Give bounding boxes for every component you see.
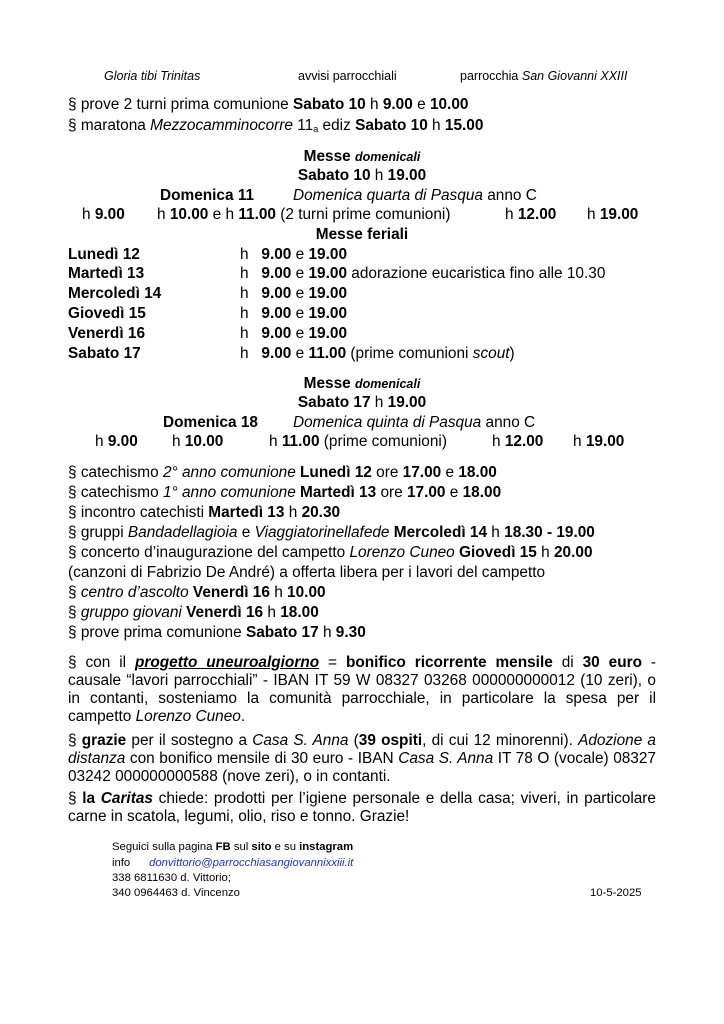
text: e <box>291 285 309 302</box>
day: Venerdì 16 <box>68 325 145 342</box>
text: h <box>505 206 518 223</box>
sunday-day-2 <box>163 414 258 432</box>
sunday2-time-5 <box>573 433 624 451</box>
notice-youth-group <box>68 604 319 622</box>
heading: Messe <box>303 148 356 165</box>
text: con bonifico mensile di 30 euro - IBAN <box>125 750 399 767</box>
notice-catechism-1 <box>68 484 501 502</box>
text: e <box>412 96 430 113</box>
text: (prime comunioni) <box>319 433 447 450</box>
email-link[interactable]: donvittorio@parrocchiasangiovannixxiii.it <box>149 857 354 869</box>
text: h <box>82 206 95 223</box>
weekday-row-day <box>68 285 161 303</box>
time: 19.00 <box>308 305 347 322</box>
sunday-masses-title <box>0 148 724 166</box>
text: 11 <box>292 117 314 134</box>
text: e su <box>271 841 300 853</box>
text: ) <box>509 345 515 362</box>
text: h <box>370 394 388 411</box>
text: . <box>240 708 246 725</box>
header-right <box>460 69 627 83</box>
notice-groups <box>68 524 595 542</box>
time: 17.00 <box>406 484 446 501</box>
liturgy-title: Domenica quinta di Pasqua <box>293 414 482 431</box>
saturday-vigil-mass-2 <box>0 394 724 412</box>
instagram-link[interactable]: instagram <box>299 841 354 853</box>
time: 20.00 <box>554 544 593 561</box>
text: h <box>269 584 288 601</box>
text: h <box>587 206 600 223</box>
text: sul <box>230 841 252 853</box>
weekday-row-times <box>240 265 605 283</box>
text: info <box>112 857 131 869</box>
text: h <box>536 544 554 561</box>
text: § catechismo <box>68 484 163 501</box>
time: 11.00 <box>281 433 320 450</box>
text: h <box>172 433 185 450</box>
heading: Messe <box>303 375 356 392</box>
heading-italic: domenicali <box>355 150 421 164</box>
day: Sabato 10 <box>355 117 428 134</box>
text: e <box>291 345 309 362</box>
header-parish-label: parrocchia <box>460 69 519 83</box>
sunday-time-4 <box>587 206 638 224</box>
text: IT 78 O (vocale) 08327 03242 000000000588 (nove zeri), o in contanti. <box>68 750 656 785</box>
amount: 30 euro <box>582 654 642 671</box>
sunday2-time-2 <box>172 433 223 451</box>
text-italic: 2° anno comunione <box>162 464 296 481</box>
time: 19.00 <box>308 246 347 263</box>
text: adorazione eucaristica fino alle 10.30 <box>347 265 606 282</box>
day: Domenica 11 <box>160 187 255 204</box>
casa-sant-anna-paragraph <box>68 732 656 786</box>
text: h <box>240 305 249 322</box>
day: Giovedì 15 <box>68 305 146 322</box>
text: e <box>291 246 309 263</box>
time: 19.00 <box>387 394 427 411</box>
day: Martedì 13 <box>208 504 285 521</box>
text: e <box>291 325 309 342</box>
footer-phone-1: 338 6811630 d. Vittorio; <box>112 872 231 884</box>
text: h <box>573 433 586 450</box>
time: 9.00 <box>261 305 292 322</box>
text: anno C <box>481 414 536 431</box>
header-left <box>104 69 200 83</box>
day: Giovedì 15 <box>459 544 537 561</box>
text-italic: Adozione a distanza <box>68 732 656 767</box>
text: (prime comunioni <box>346 345 473 362</box>
time: 9.00 <box>261 325 292 342</box>
text: § <box>68 604 81 621</box>
weekday-row-times <box>240 325 347 343</box>
text-italic: Bandadellagioia <box>127 524 238 541</box>
time: 19.00 <box>585 433 625 450</box>
time: 9.00 <box>261 265 292 282</box>
text: ore <box>376 484 407 501</box>
site-link[interactable]: sito <box>251 841 272 853</box>
notice-catechism-2 <box>68 464 497 482</box>
time: 15.00 <box>444 117 484 134</box>
day: Sabato 10 <box>297 167 371 184</box>
heading: Messe feriali <box>315 226 409 243</box>
sunday-masses-title-2 <box>0 375 724 393</box>
day: Martedì 13 <box>68 265 145 282</box>
time: 19.00 <box>387 167 427 184</box>
text-bold: bonifico ricorrente mensile <box>345 654 553 671</box>
weekday-row-day <box>68 325 145 343</box>
text: ediz <box>318 117 356 134</box>
text: § maratona <box>68 117 151 134</box>
day: Lunedì 12 <box>68 246 140 263</box>
notice-concert-detail: (canzoni di Fabrizio De André) a offerta libera per i lavori del campetto <box>68 564 546 581</box>
text: h <box>370 167 388 184</box>
day: Sabato 17 <box>245 624 319 641</box>
text-italic: Lorenzo Cuneo <box>135 708 241 725</box>
weekday-row-day <box>68 246 140 264</box>
text-italic: scout <box>472 345 510 362</box>
text: § <box>68 732 82 749</box>
day: Mercoledì 14 <box>393 524 488 541</box>
sunday2-time-3 <box>269 433 447 451</box>
text-italic: gruppo giovani <box>80 604 182 621</box>
weekday-row-times <box>240 305 347 323</box>
time: 9.00 <box>261 285 292 302</box>
text: - causale “lavori parrocchiali” - IBAN IT 59 W 08327 03268 000000000012 (10 zeri), o in contanti, sosteniamo la comunità parrocchiale, in particolare la spesa per il campetto <box>68 654 657 725</box>
caritas-paragraph <box>68 790 656 826</box>
text: e <box>291 265 309 282</box>
day: Martedì 13 <box>300 484 377 501</box>
text: anno C <box>482 187 537 204</box>
ordinal-suffix: a <box>313 124 319 134</box>
weekday-row-times <box>240 285 347 303</box>
text: e <box>291 305 309 322</box>
text: di <box>552 654 583 671</box>
time: 10.00 <box>429 96 469 113</box>
footer-info <box>112 857 353 870</box>
text: e <box>237 524 255 541</box>
time: 9.00 <box>382 96 413 113</box>
text-italic: Casa S. Anna <box>398 750 494 767</box>
day: Sabato 10 <box>293 96 366 113</box>
notice-concert <box>68 544 593 562</box>
sunday-time-1 <box>82 206 125 224</box>
text: § con il <box>68 654 135 671</box>
text: e h <box>208 206 239 223</box>
time: 12.00 <box>517 206 557 223</box>
time: 9.00 <box>261 246 292 263</box>
day: Domenica 18 <box>163 414 258 431</box>
liturgy-title: Domenica quarta di Pasqua <box>293 187 483 204</box>
time: 11.00 <box>238 206 276 223</box>
weekday-row-day <box>68 305 146 323</box>
sunday-day <box>160 187 254 205</box>
text-bold: 39 ospiti <box>358 732 423 749</box>
day: Venerdì 16 <box>192 584 270 601</box>
facebook-link[interactable]: FB <box>215 841 231 853</box>
weekday-row-times <box>240 246 347 264</box>
sunday-liturgy-2 <box>293 414 535 432</box>
text: h <box>240 345 249 362</box>
time: 19.00 <box>308 285 347 302</box>
text: § prove 2 turni prima comunione <box>68 96 293 113</box>
text: e <box>445 484 463 501</box>
text: per il sostegno a <box>126 732 253 749</box>
time: 18.00 <box>458 464 497 481</box>
text: h <box>487 524 505 541</box>
text: § <box>68 790 83 807</box>
sunday-time-2 <box>157 206 450 224</box>
text: § incontro catechisti <box>68 504 209 521</box>
sunday-time-3 <box>505 206 556 224</box>
time: 19.00 <box>599 206 639 223</box>
text-italic: centro d’ascolto <box>80 584 189 601</box>
notice-marathon <box>68 117 483 138</box>
header-motto: Gloria tibi Trinitas <box>104 69 201 83</box>
time: 10.00 <box>184 433 224 450</box>
sunday2-time-4 <box>492 433 543 451</box>
text: h <box>365 96 383 113</box>
time: 10.00 <box>287 584 326 601</box>
text-italic: 1° anno comunione <box>162 484 296 501</box>
text-italic: Casa S. Anna <box>252 732 349 749</box>
time: 9.00 <box>261 345 292 362</box>
day: Sabato 17 <box>68 345 141 362</box>
time: 18.30 - 19.00 <box>504 524 595 541</box>
day: Mercoledì 14 <box>68 285 162 302</box>
text: § catechismo <box>68 464 163 481</box>
weekday-row-day <box>68 265 144 283</box>
notice-first-communion-rehearsal <box>68 96 468 114</box>
text: = <box>319 654 346 671</box>
footer-social <box>112 841 353 854</box>
day: Sabato 17 <box>297 394 371 411</box>
text: Seguici sulla pagina <box>112 841 216 853</box>
text: (2 turni prime comunioni) <box>275 206 451 223</box>
text: § prove prima comunione <box>68 624 246 641</box>
text: h <box>427 117 445 134</box>
time: 18.00 <box>462 484 502 501</box>
text: § concerto d’inaugurazione del campetto <box>68 544 350 561</box>
text: h <box>157 206 170 223</box>
text: h <box>240 246 249 263</box>
text: ore <box>371 464 403 481</box>
header-center: avvisi parrocchiali <box>298 69 397 83</box>
text: h <box>492 433 505 450</box>
text-italic: Viaggiatorinellafede <box>254 524 390 541</box>
text: h <box>263 604 281 621</box>
donation-project-paragraph <box>68 654 656 726</box>
text: § gruppi <box>68 524 128 541</box>
text: h <box>95 433 108 450</box>
event-name: Mezzocamminocorre <box>150 117 293 134</box>
text: h <box>284 504 302 521</box>
heading-italic: domenicali <box>355 377 421 391</box>
time: 18.00 <box>280 604 319 621</box>
sunday-liturgy <box>293 187 537 205</box>
time: 19.00 <box>308 265 347 282</box>
time: 20.30 <box>301 504 341 521</box>
time: 11.00 <box>308 345 347 362</box>
weekday-row-times <box>240 345 515 363</box>
project-name: progetto uneuroalgiorno <box>134 654 320 671</box>
text-italic: Lorenzo Cuneo <box>349 544 455 561</box>
text: § <box>68 584 81 601</box>
text: h <box>240 265 249 282</box>
sunday2-time-1 <box>95 433 138 451</box>
time: 9.30 <box>335 624 366 641</box>
text: h <box>269 433 282 450</box>
time: 17.00 <box>402 464 442 481</box>
day: Lunedì 12 <box>300 464 372 481</box>
footer-phone-2: 340 0964463 d. Vincenzo <box>112 887 240 899</box>
saturday-vigil-mass <box>0 167 724 185</box>
weekday-row-day <box>68 345 141 363</box>
day: Venerdì 16 <box>186 604 264 621</box>
time: 19.00 <box>308 325 347 342</box>
notice-listening-center <box>68 584 326 602</box>
time: 9.00 <box>94 206 125 223</box>
text-bold: la <box>82 790 101 807</box>
text: , di cui 12 minorenni). <box>422 732 579 749</box>
text: e <box>441 464 459 481</box>
time: 9.00 <box>107 433 138 450</box>
text: h <box>240 325 249 342</box>
time: 10.00 <box>169 206 209 223</box>
text: h <box>240 285 249 302</box>
caritas-name: Caritas <box>100 790 153 807</box>
footer-date: 10-5-2025 <box>590 887 642 899</box>
text-bold: grazie <box>81 732 127 749</box>
text: ( <box>348 732 359 749</box>
text: h <box>318 624 336 641</box>
notice-communion-rehearsal <box>68 624 366 642</box>
text: chiede: prodotti per l’igiene personale e della casa; viveri, in particolare carne in scatola, legumi, olio, riso e tonno. Grazie! <box>68 790 656 825</box>
notice-catechists-meeting <box>68 504 340 522</box>
header-parish-name: San Giovanni XXIII <box>521 69 628 83</box>
time: 12.00 <box>504 433 544 450</box>
weekday-masses-title <box>0 226 724 244</box>
